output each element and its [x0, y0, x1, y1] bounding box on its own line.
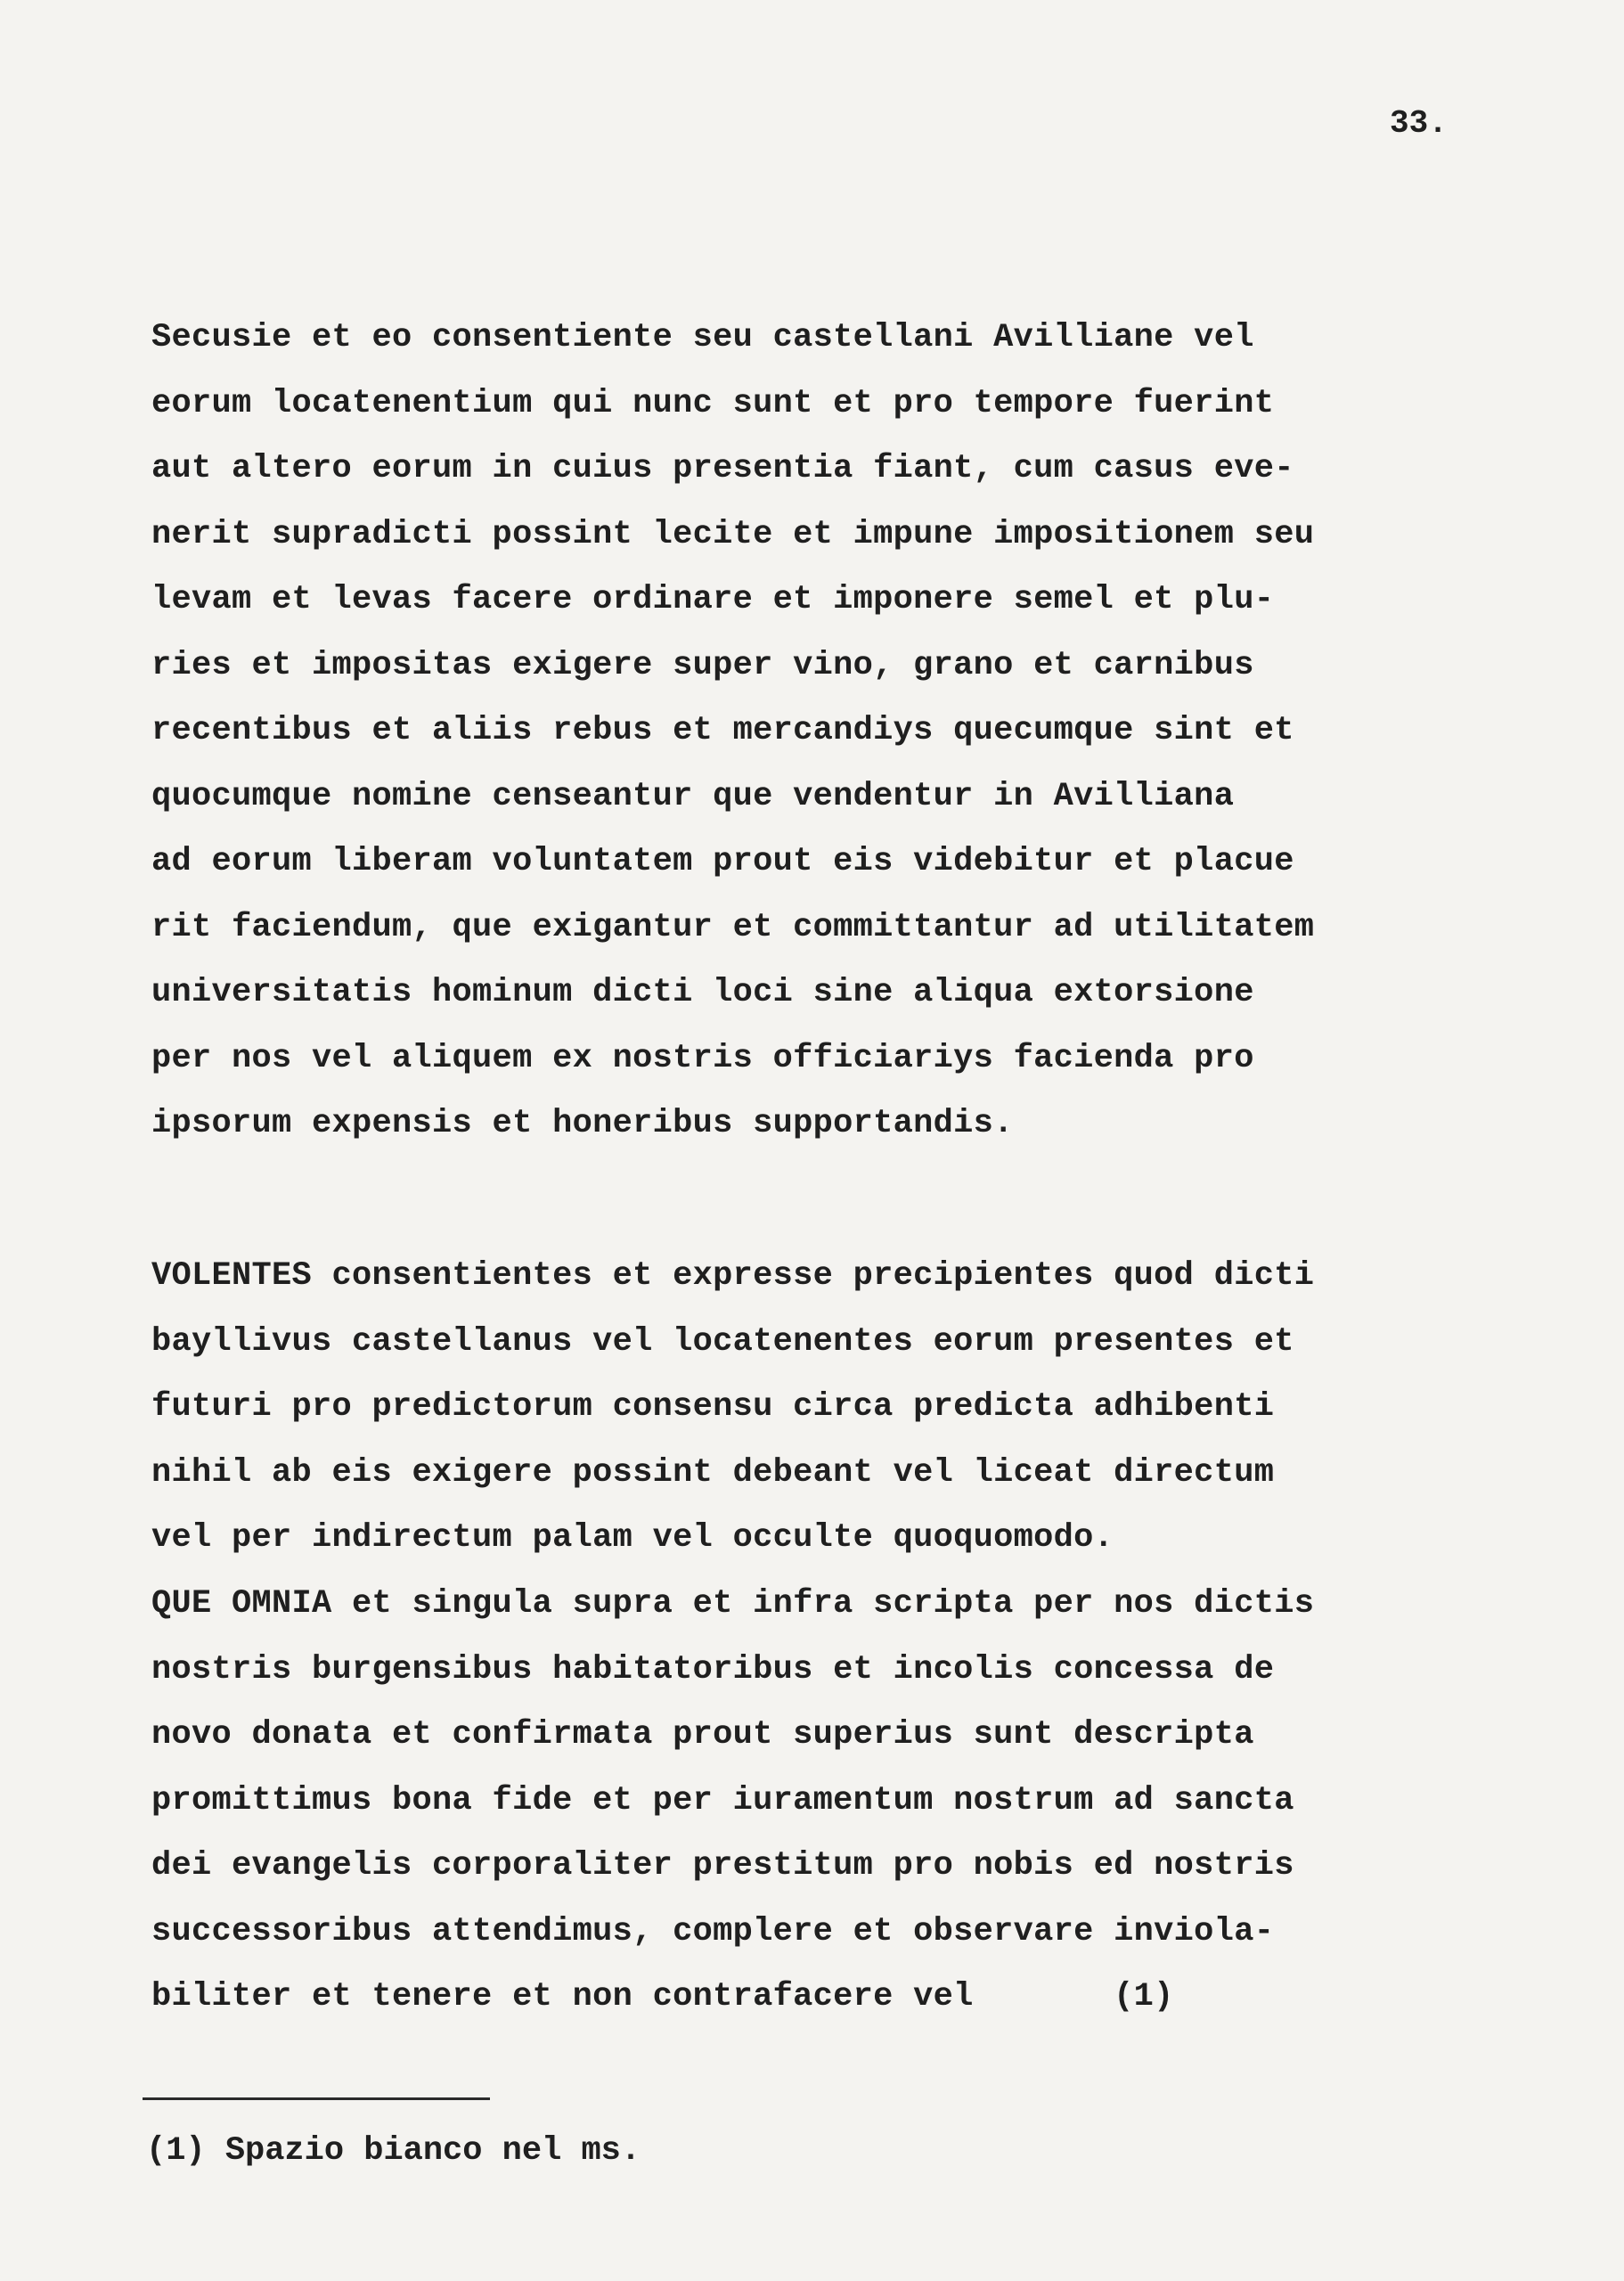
text-line: futuri pro predictorum consensu circa predicta adhibenti: [151, 1388, 1275, 1426]
text-line: bayllivus castellanus vel locatenentes eorum presentes et: [151, 1322, 1294, 1361]
footnote: (1) Spazio bianco nel ms.: [146, 2132, 641, 2170]
text-line: Secusie et eo consentiente seu castellani Avilliane vel: [151, 319, 1254, 356]
text-line: ipsorum expensis et honeribus supportandis.: [151, 1105, 1014, 1142]
text-line: nerit supradicti possint lecite et impune impositionem seu: [151, 515, 1315, 553]
paragraph-2: [151, 1244, 1506, 1572]
text-line: rit faciendum, que exigantur et committantur ad utilitatem: [151, 908, 1315, 946]
text-line: QUE OMNIA et singula supra et infra scripta per nos dictis: [151, 1585, 1315, 1623]
text-line: ries et impositas exigere super vino, grano et carnibus: [151, 646, 1254, 684]
text-line: dei evangelis corporaliter prestitum pro nobis ed nostris: [151, 1847, 1294, 1884]
text-line: quocumque nomine censeantur que vendentur in Avilliana: [151, 777, 1235, 815]
text-line: aut altero eorum in cuius presentia fiant, cum casus eve-: [151, 450, 1294, 487]
text-line: nostris burgensibus habitatoribus et incolis concessa de: [151, 1650, 1275, 1688]
text-line: vel per indirectum palam vel occulte quoquomodo.: [151, 1519, 1114, 1557]
page-number: 33.: [1390, 105, 1448, 142]
text-line: nihil ab eis exigere possint debeant vel liceat directum: [151, 1453, 1275, 1492]
text-line: novo donata et confirmata prout superius sunt descripta: [151, 1716, 1254, 1754]
text-line: universitatis hominum dicti loci sine aliqua extorsione: [151, 974, 1254, 1011]
text-line: recentibus et aliis rebus et mercandiys quecumque sint et: [151, 712, 1294, 749]
text-line: successoribus attendimus, complere et observare inviola-: [151, 1912, 1275, 1950]
text-line: eorum locatenentium qui nunc sunt et pro tempore fuerint: [151, 384, 1275, 422]
text-line: ad eorum liberam voluntatem prout eis videbitur et placue: [151, 843, 1294, 880]
text-line: VOLENTES consentientes et expresse precipientes quod dicti: [151, 1257, 1315, 1295]
paragraph-3: [151, 1572, 1506, 2031]
text-line: biliter et tenere et non contrafacere vel (1): [151, 1978, 1174, 2015]
paragraph-1: [151, 306, 1506, 1157]
text-line: per nos vel aliquem ex nostris officiariys facienda pro: [151, 1039, 1254, 1077]
text-line: promittimus bona fide et per iuramentum nostrum ad sancta: [151, 1781, 1294, 1819]
text-line: levam et levas facere ordinare et imponere semel et plu-: [151, 581, 1275, 618]
footnote-separator: [143, 2097, 490, 2100]
